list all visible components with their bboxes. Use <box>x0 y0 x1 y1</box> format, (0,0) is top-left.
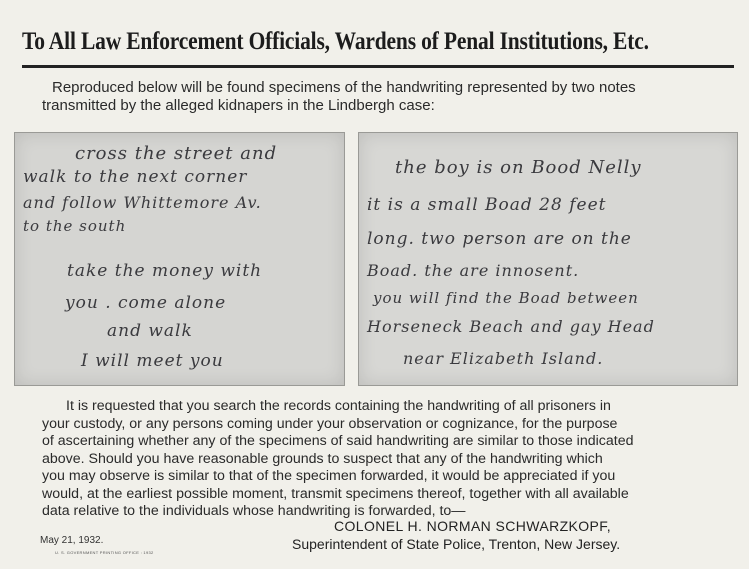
signatory-title: Superintendent of State Police, Trenton, New Jersey. <box>292 536 621 552</box>
note-left-line-1: cross the street and <box>75 143 278 164</box>
note-right-line-7: near Elizabeth Island. <box>403 349 604 368</box>
note-left-line-8: I will meet you <box>81 351 224 371</box>
handwriting-specimen-right <box>358 132 738 386</box>
note-right-line-6: Horseneck Beach and gay Head <box>367 317 655 336</box>
body-line-6: would, at the earliest possible moment, transmit specimens thereof, together with all available <box>42 485 629 502</box>
body-line-7: data relative to the individuals whose handwriting is forwarded, to— <box>42 503 466 519</box>
body-line-2: your custody, or any persons coming under your observation or cognizance, for the purpose <box>42 415 618 432</box>
note-left-line-4: to the south <box>23 217 127 235</box>
headline: To All Law Enforcement Officials, Wardens of Penal Institutions, Etc. <box>22 28 649 55</box>
headline-rule <box>22 65 734 68</box>
body-line-1: It is requested that you search the records containing the handwriting of all prisoners in <box>66 398 611 414</box>
note-right-line-4: Boad. the are innosent. <box>367 261 580 280</box>
intro-line-1: Reproduced below will be found specimens of the handwriting represented by two notes <box>52 79 636 96</box>
signatory-name: COLONEL H. NORMAN SCHWARZKOPF, <box>334 518 611 534</box>
note-left-line-6: you . come alone <box>65 293 227 313</box>
note-left-line-5: take the money with <box>67 261 263 281</box>
note-left-line-3: and follow Whittemore Av. <box>23 193 262 212</box>
document-date: May 21, 1932. <box>40 535 104 546</box>
note-right-line-5: you will find the Boad between <box>373 289 639 307</box>
body-line-4: above. Should you have reasonable grounds to suspect that any of the handwriting which <box>42 450 603 467</box>
handwriting-specimen-left <box>14 132 345 386</box>
intro-text <box>42 79 732 115</box>
note-right-line-2: it is a small Boad 28 feet <box>367 195 607 215</box>
note-left-line-7: and walk <box>107 321 193 341</box>
request-paragraph <box>42 398 732 521</box>
body-line-5: you may observe is similar to that of the specimen forwarded, it would be appreciated if you <box>42 468 616 484</box>
intro-line-2: transmitted by the alleged kidnapers in the Lindbergh case: <box>42 97 435 114</box>
printer-imprint: U. S. GOVERNMENT PRINTING OFFICE : 1932 <box>55 550 154 555</box>
note-left-line-2: walk to the next corner <box>23 167 248 187</box>
note-right-line-1: the boy is on Bood Nelly <box>395 157 642 178</box>
note-right-line-3: long. two person are on the <box>367 229 632 249</box>
body-line-3: of ascertaining whether any of the specimens of said handwriting are similar to those indicated <box>42 433 634 449</box>
